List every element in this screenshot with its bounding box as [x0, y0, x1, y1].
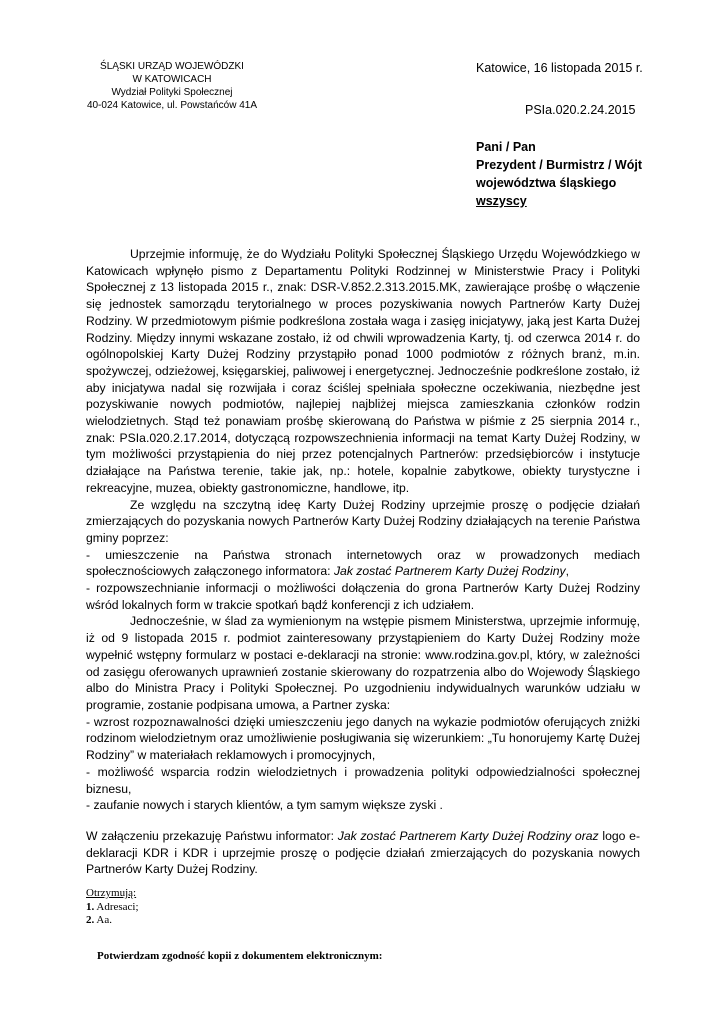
bullet-1: [86, 547, 640, 580]
addressee-line-4: wszyscy: [476, 194, 527, 208]
sender-line-2: W KATOWICACH: [132, 74, 212, 85]
paragraph-4-title: Jak zostać Partnerem Karty Dużej Rodziny oraz: [337, 828, 599, 843]
paragraph-2: Ze względu na szczytną ideę Karty Dużej Rodziny uprzejmie proszę o podjęcie działań zmierzających do pozyskania nowych Partnerów Karty Dużej Rodziny działających na terenie Państwa gminy poprzez:: [86, 497, 640, 545]
recipient-2: [86, 914, 139, 928]
recipient-2-number: 2.: [86, 914, 95, 926]
recipients-heading: Otrzymują:: [86, 887, 137, 899]
paragraph-4-end: logo e-deklaracji KDR i KDR i uprzejmie proszę o podjęcie działań zmierzających do pozyskania nowych Partnerów Karty Dużej Rodziny.: [86, 828, 641, 877]
reference-number: PSIa.020.2.24.2015: [525, 103, 636, 117]
bullet-2: - rozpowszechnianie informacji o możliwości dołączenia do grona Partnerów Karty Dużej Rodziny wśród lokalnych form w trakcie spotkań bądź konferencji z ich udziałem.: [86, 581, 640, 612]
addressee-line-3: województwa śląskiego: [476, 176, 617, 190]
copy-confirmation: Potwierdzam zgodność kopii z dokumentem elektronicznym:: [97, 950, 383, 962]
paragraph-1: Uprzejmie informuję, że do Wydziału Polityki Społecznej Śląskiego Urzędu Wojewódzkiego w Katowicach wpłynęło pismo z Departamentu Polityki Rodzinnej w Ministerstwie Pracy i Polityki Społecznej z 13 listopada 2015 r., znak: DSR-V.852.2.313.2015.MK, zawierające prośbę o włączenie się jednostek samorządu terytorialnego w proces pozyskiwania nowych Partnerów Karty Dużej Rodziny. W przedmiotowym piśmie podkreślona została waga i zasięg inicjatywy, jaką jest Karta Dużej Rodziny. Między innymi wskazane zostało, iż od chwili wprowadzenia Karty, tj. od czerwca 2014 r. do ogólnopolskiej Karty Dużej Rodziny przystąpiło ponad 1000 podmiotów z różnych branż, m.in. spożywczej, odzieżowej, księgarskiej, paliwowej i energetycznej. Jednocześnie podkreślone zostało, iż aby inicjatywa nadal się rozwijała i coraz ściślej spełniała społeczne oczekiwania, niezbędne jest pozyskiwanie nowych podmiotów, najlepiej najbliżej miejsca zamieszkania członków rodzin wielodzietnych. Stąd też ponawiam prośbę skierowaną do Państwa w piśmie z 25 sierpnia 2014 r., znak: PSIa.020.2.17.2014, dotyczącą rozpowszechnienia informacji na temat Karty Dużej Rodziny, w tym możliwości przystąpienia do niej przez potencjalnych Partnerów: przedsiębiorców i instytucje działające na Państwa terenie, takie jak, np.: hotele, kopalnie zabytkowe, obiekty turystyczne i rekreacyjne, muzea, obiekty gastronomiczne, handlowe, itp.: [86, 247, 640, 495]
recipient-1-text: Adresaci;: [94, 900, 139, 913]
paragraph-4-text: W załączeniu przekazuję Państwu informator:: [86, 828, 338, 843]
addressee-line-2: Prezydent / Burmistrz / Wójt: [476, 158, 642, 172]
addressee-block: [476, 138, 642, 210]
bullet-5: - zaufanie nowych i starych klientów, a tym samym większe zyski .: [86, 798, 443, 813]
bullet-1-title: Jak zostać Partnerem Karty Dużej Rodziny: [333, 564, 566, 579]
sender-line-1: ŚLĄSKI URZĄD WOJEWÓDZKI: [100, 61, 244, 72]
recipient-1-number: 1.: [86, 900, 95, 913]
letter-body: [86, 246, 640, 878]
recipient-1: [86, 901, 139, 915]
sender-header: [72, 60, 272, 112]
letter-date: Katowice, 16 listopada 2015 r.: [476, 61, 643, 75]
bullet-1-text: - umieszczenie na Państwa stronach internetowych oraz w prowadzonych mediach społecznościowych załączonego informatora:: [86, 547, 640, 579]
recipients-block: [86, 887, 139, 928]
bullet-1-end: ,: [565, 564, 569, 579]
sender-line-3: Wydział Polityki Społecznej: [111, 87, 233, 98]
bullet-3: - wzrost rozpoznawalności dzięki umieszczeniu jego danych na wykazie podmiotów oferujących zniżki rodzinom wielodzietnym oraz umożliwienie posługiwania się wizerunkiem: „Tu honorujemy Kartę Dużej Rodziny” w materiałach reklamowych i promocyjnych,: [86, 714, 640, 763]
paragraph-3: Jednocześnie, w ślad za wymienionym na wstępie pismem Ministerstwa, uprzejmie informuję, iż od 9 listopada 2015 r. podmiot zainteresowany przystąpieniem do Karty Dużej Rodziny może wypełnić wstępny formularz w postaci e-deklaracji na stronie: www.rodzina.gov.pl, który, w zależności od zasięgu oferowanych uprawnień zostanie skierowany do rozpatrzenia albo do Wojewody Śląskiego albo do Ministra Pracy i Polityki Społecznej. Po uzgodnieniu indywidualnych warunków udziału w programie, zostanie podpisana umowa, a Partner zyska:: [86, 614, 640, 712]
paragraph-4: [86, 828, 640, 878]
recipient-2-text: Aa.: [94, 914, 112, 926]
sender-line-4: 40-024 Katowice, ul. Powstańców 41A: [86, 100, 258, 111]
addressee-line-1: Pani / Pan: [476, 140, 536, 154]
bullet-4: - możliwość wsparcia rodzin wielodzietnych i prowadzenia polityki odpowiedzialności społecznej biznesu,: [86, 764, 640, 796]
